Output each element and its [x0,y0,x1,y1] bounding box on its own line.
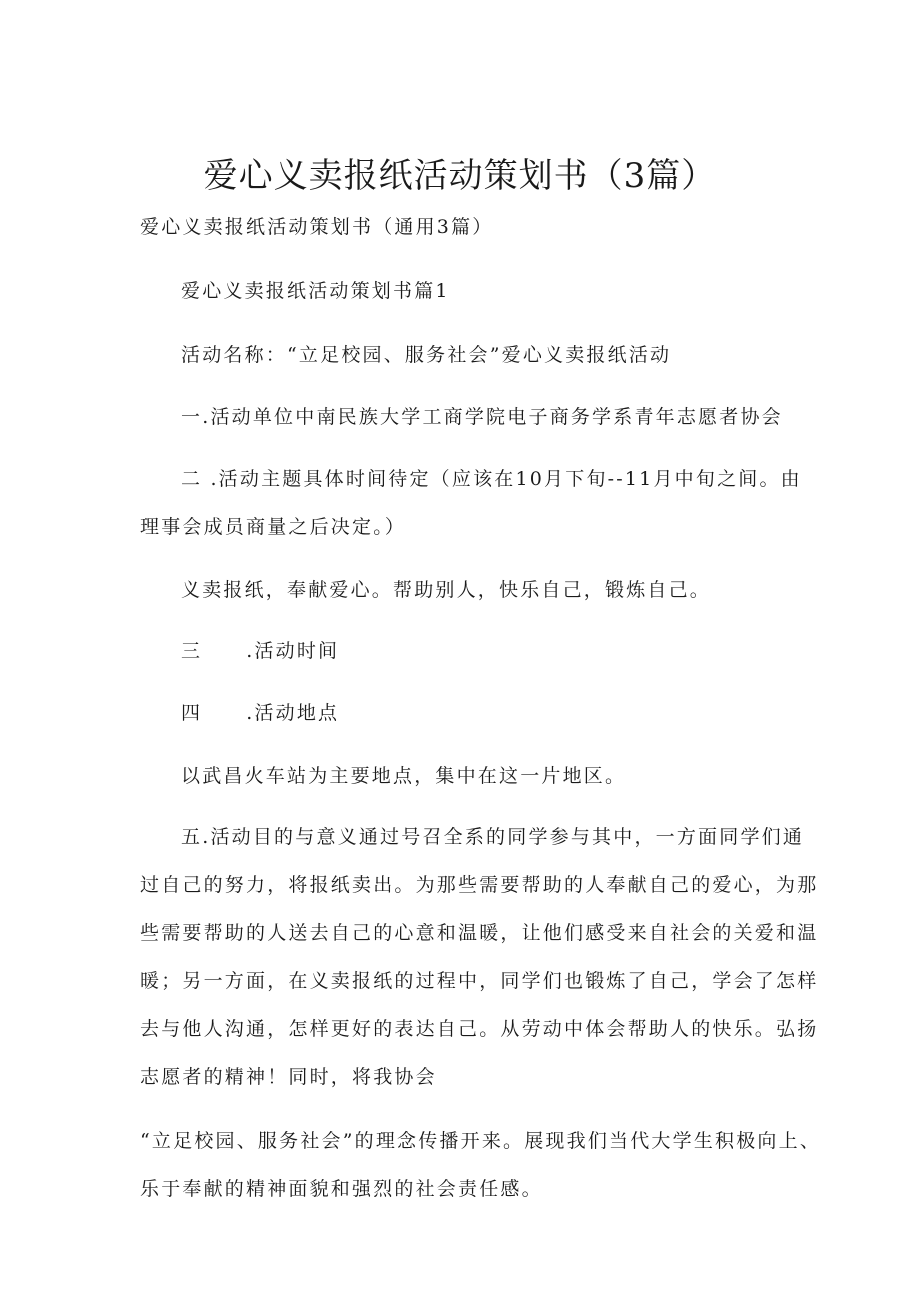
item-five-line-6: 志愿者的精神！同时，将我协会 [140,1066,437,1088]
item-five-line-5: 去与他人沟通，怎样更好的表达自己。从劳动中体会帮助人的快乐。弘扬 [140,1018,819,1040]
item-five-line-4: 暖；另一方面，在义卖报纸的过程中，同学们也锻炼了自己，学会了怎样 [140,970,819,992]
item-three-label: .活动时间 [246,640,340,662]
item-five-line-2: 过自己的努力，将报纸卖出。为那些需要帮助的人奉献自己的爱心，为那 [140,874,819,896]
item-three-number: 三 [181,640,203,662]
item-two-line-1: 二 .活动主题具体时间待定（应该在10月下旬--11月中旬之间。由 [181,468,802,490]
section-heading: 爱心义卖报纸活动策划书篇1 [181,280,450,302]
item-one: 一.活动单位中南民族大学工商学院电子商务学系青年志愿者协会 [181,406,783,428]
item-four-number: 四 [181,702,203,724]
item-five-line-3: 些需要帮助的人送去自己的心意和温暖，让他们感受来自社会的关爱和温 [140,922,819,944]
location-text: 以武昌火车站为主要地点，集中在这一片地区。 [181,765,627,787]
theme-text: 义卖报纸，奉献爱心。帮助别人，快乐自己，锻炼自己。 [181,579,712,601]
item-four [181,694,339,732]
item-five-line-1: 五.活动目的与意义通过号召全系的同学参与其中，一方面同学们通 [181,826,805,848]
closing-line-2: 乐于奉献的精神面貌和强烈的社会责任感。 [140,1178,543,1200]
item-four-label: .活动地点 [246,702,340,724]
item-two-line-2: 理事会成员商量之后决定。） [140,516,407,538]
item-three [181,632,339,670]
document-title: 爱心义卖报纸活动策划书（3篇） [203,156,717,196]
closing-line-1: “立足校园、服务社会”的理念传播开来。展现我们当代大学生积极向上、 [140,1130,822,1152]
activity-name: 活动名称：“立足校园、服务社会”爱心义卖报纸活动 [181,344,672,366]
document-subtitle: 爱心义卖报纸活动策划书（通用3篇） [140,216,494,238]
